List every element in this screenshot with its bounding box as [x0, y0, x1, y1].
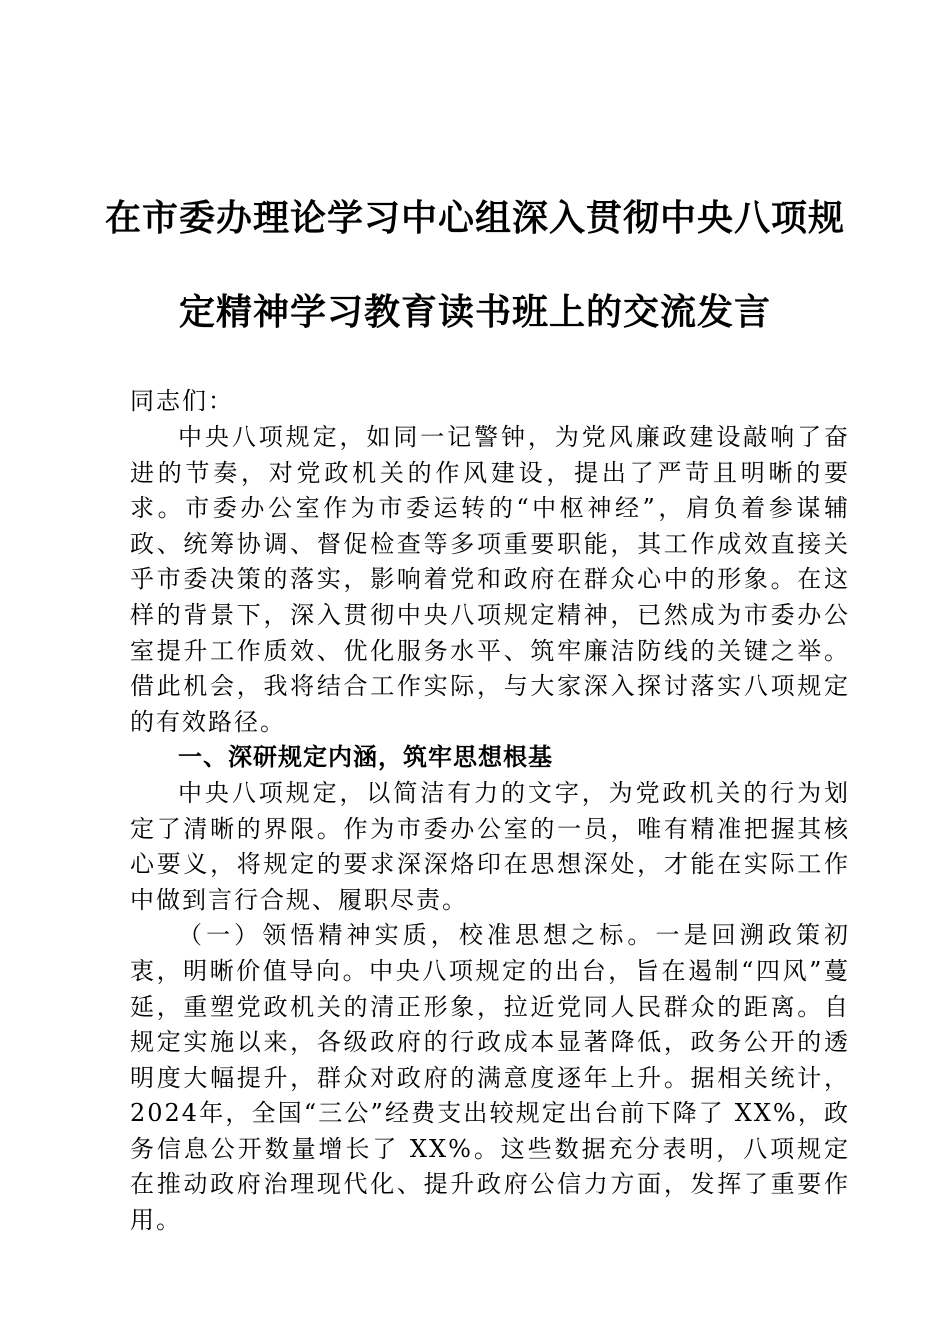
- section-heading-1: 一、深研规定内涵，筑牢思想根基: [178, 743, 553, 772]
- intro-paragraph: 中央八项规定，如同一记警钟，为党风廉政建设敲响了奋进的节奏，对党政机关的作风建设，提出了严苛且明晰的要求。市委办公室作为市委运转的“中枢神经”，肩负着参谋辅政、统筹协调、督促检查等多项重要职能，其工作成效直接关乎市委决策的落实，影响着党和政府在群众心中的形象。在这样的背景下，深入贯彻中央八项规定精神，已然成为市委办公室提升工作质效、优化服务水平、筑牢廉洁防线的关键之举。借此机会，我将结合工作实际，与大家深入探讨落实八项规定的有效路径。: [130, 423, 850, 736]
- document-title-line-1: 在市委办理论学习中心组深入贯彻中央八项规: [104, 197, 845, 239]
- document-title-line-2: 定精神学习教育读书班上的交流发言: [178, 291, 771, 333]
- document-body: [130, 420, 850, 1239]
- salutation: 同志们：: [130, 387, 234, 415]
- section-1-paragraph: 中央八项规定，以简洁有力的文字，为党政机关的行为划定了清晰的界限。作为市委办公室的一员，唯有精准把握其核心要义，将规定的要求深深烙印在思想深处，才能在实际工作中做到言行合规、履职尽责。: [130, 778, 850, 914]
- subsection-1-paragraph: （一）领悟精神实质，校准思想之标。一是回溯政策初衷，明晰价值导向。中央八项规定的出台，旨在遏制“四风”蔓延，重塑党政机关的清正形象，拉近党同人民群众的距离。自规定实施以来，各级政府的行政成本显著降低，政务公开的透明度大幅提升，群众对政府的满意度逐年上升。据相关统计，2024年，全国“三公”经费支出较规定出台前下降了 XX%，政务信息公开数量增长了 XX%。这些数据充分表明，八项规定在推动政府治理现代化、提升政府公信力方面，发挥了重要作用。: [130, 921, 850, 1235]
